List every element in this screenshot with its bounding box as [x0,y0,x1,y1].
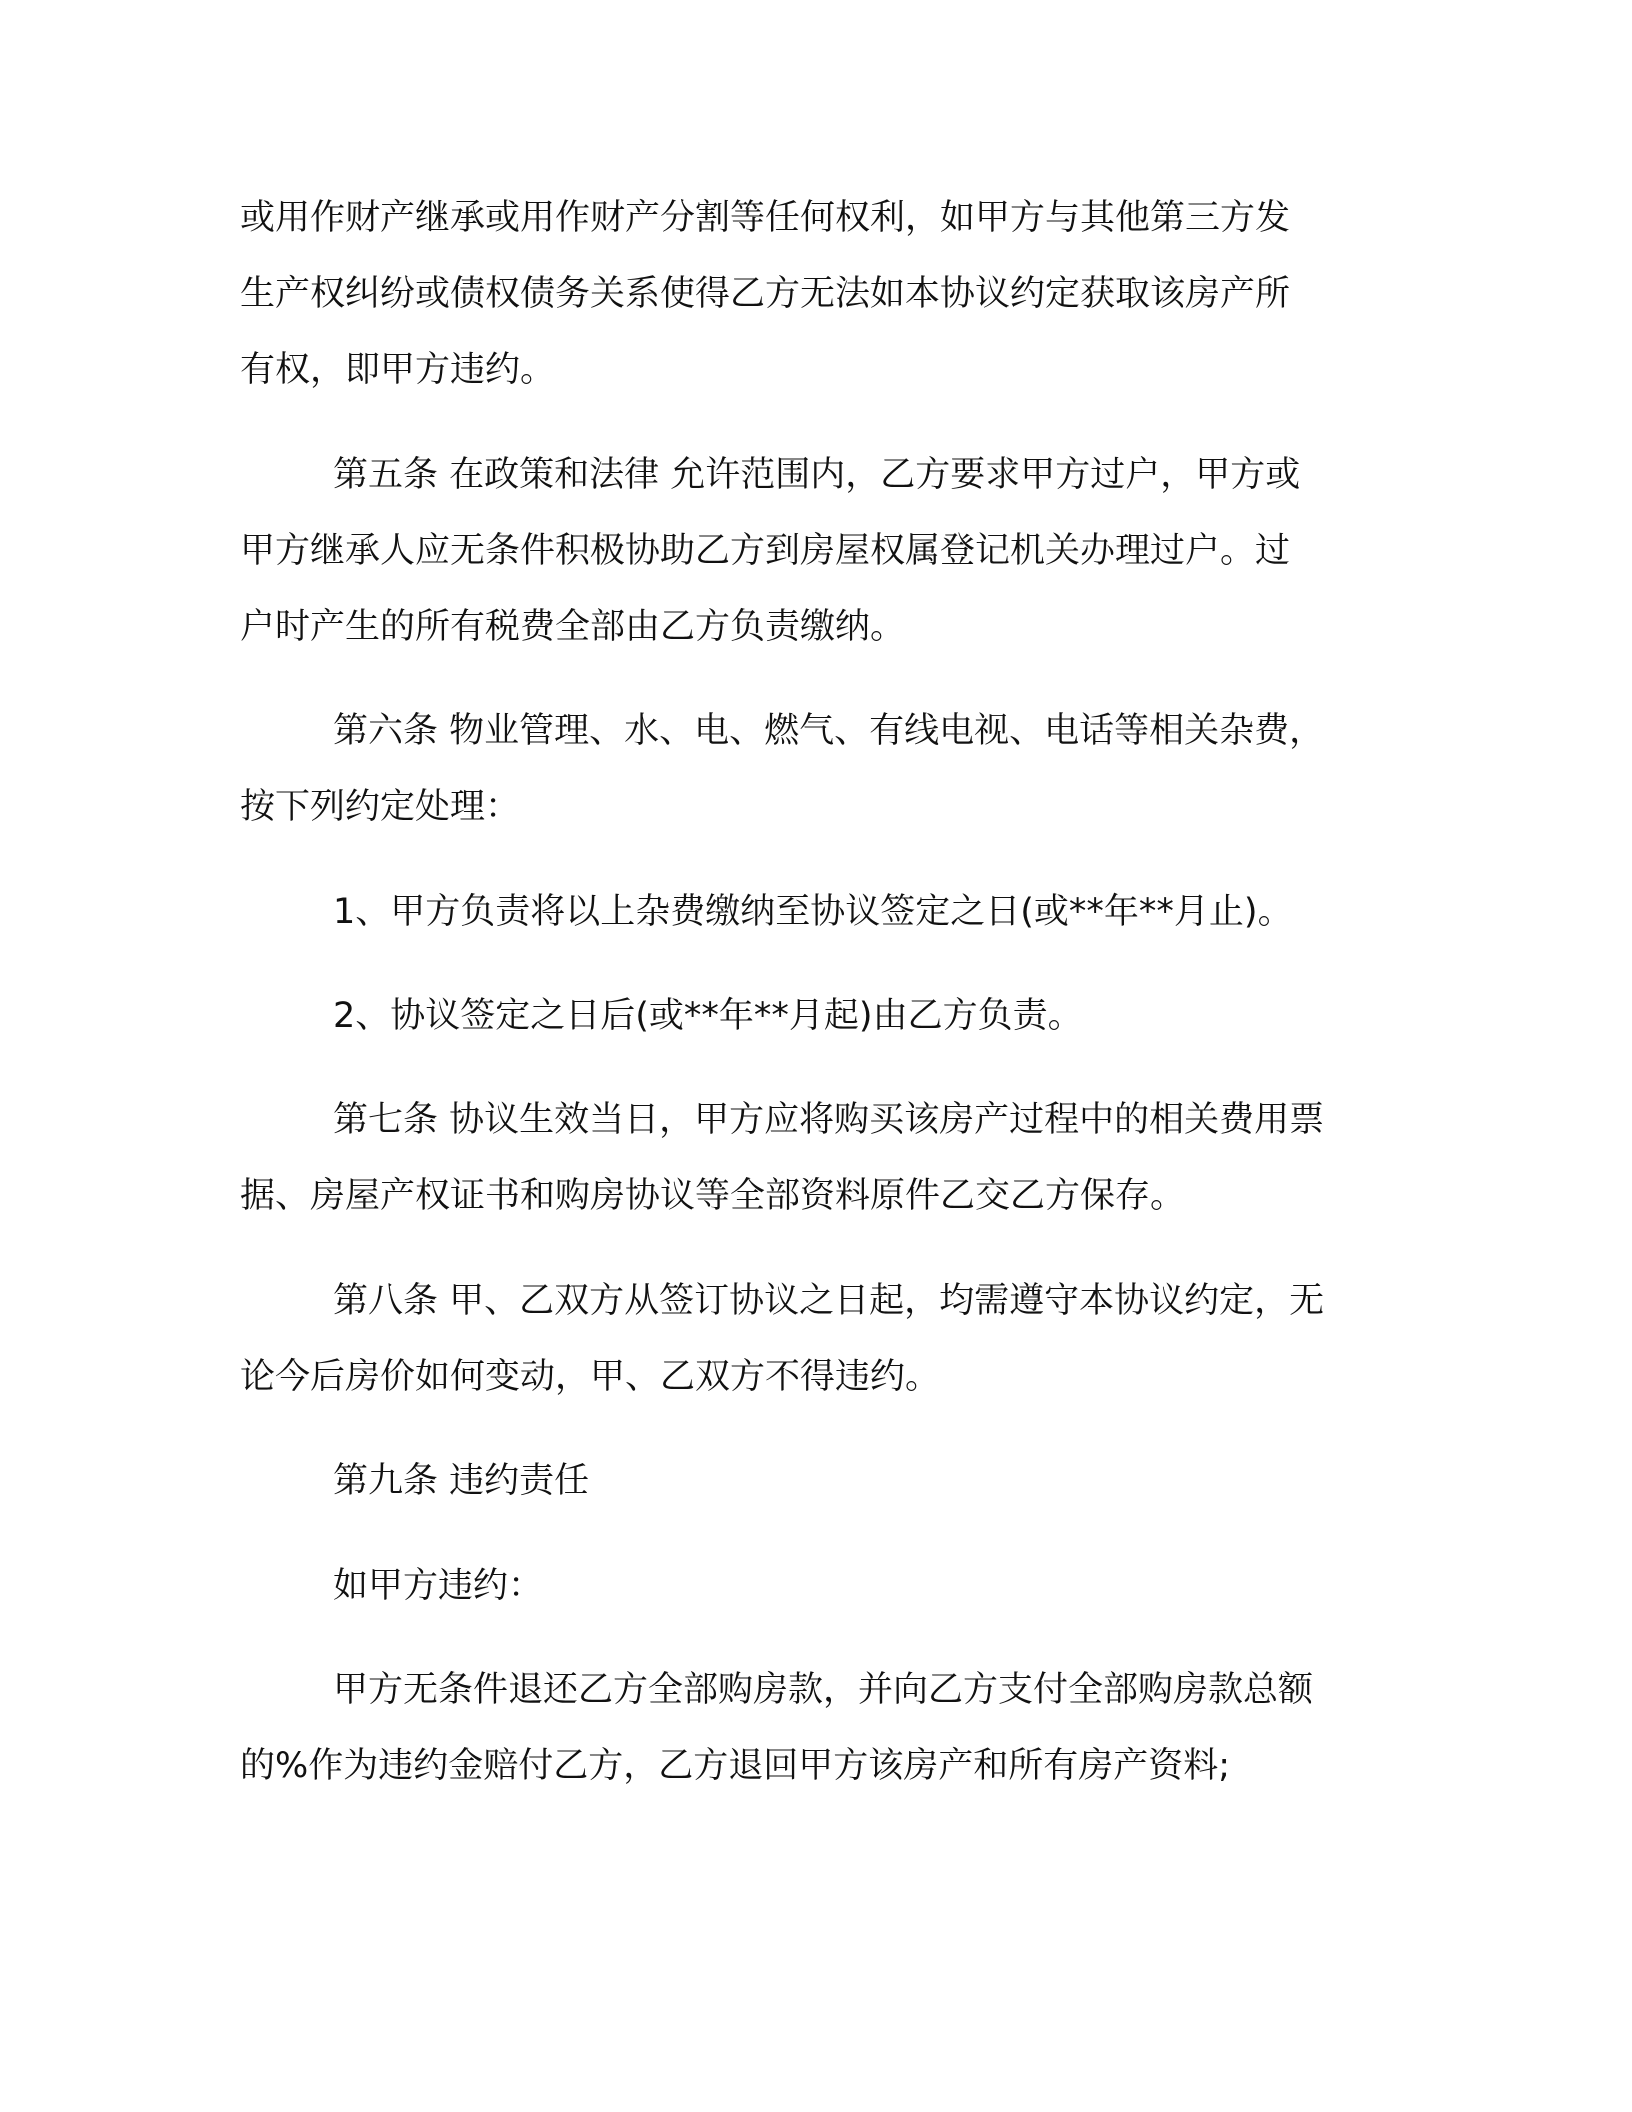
article-5-line: 第五条 在政策和法律 允许范围内，乙方要求甲方过户，甲方或 [333,455,1301,495]
text-line: 有权，即甲方违约。 [240,350,556,390]
text-line: 甲方继承人应无条件积极协助乙方到房屋权属登记机关办理过户。过 [240,531,1291,571]
text-line: 生产权纠纷或债权债务关系使得乙方无法如本协议约定获取该房产所 [240,274,1291,314]
text-line: 据、房屋产权证书和购房协议等全部资料原件乙交乙方保存。 [240,1176,1186,1216]
text-line: 或用作财产继承或用作财产分割等任何权利，如甲方与其他第三方发 [240,198,1291,238]
article-6-line: 第六条 物业管理、水、电、燃气、有线电视、电话等相关杂费， [333,711,1325,751]
list-item-2: 2、协议签定之日后(或**年**月起)由乙方负责。 [333,996,1083,1036]
article-7-line: 第七条 协议生效当日，甲方应将购买该房产过程中的相关费用票 [333,1100,1325,1140]
text-line: 的%作为违约金赔付乙方，乙方退回甲方该房产和所有房产资料; [240,1746,1231,1786]
text-line: 甲方无条件退还乙方全部购房款，并向乙方支付全部购房款总额 [333,1670,1314,1710]
text-line: 论今后房价如何变动，甲、乙双方不得违约。 [240,1357,941,1397]
list-item-1: 1、甲方负责将以上杂费缴纳至协议签定之日(或**年**月止)。 [333,892,1293,932]
party-a-breach-heading: 如甲方违约： [333,1566,544,1606]
article-9-heading: 第九条 违约责任 [333,1461,590,1501]
article-8-line: 第八条 甲、乙双方从签订协议之日起，均需遵守本协议约定，无 [333,1281,1325,1321]
text-line: 户时产生的所有税费全部由乙方负责缴纳。 [240,607,906,647]
text-line: 按下列约定处理： [240,787,521,827]
